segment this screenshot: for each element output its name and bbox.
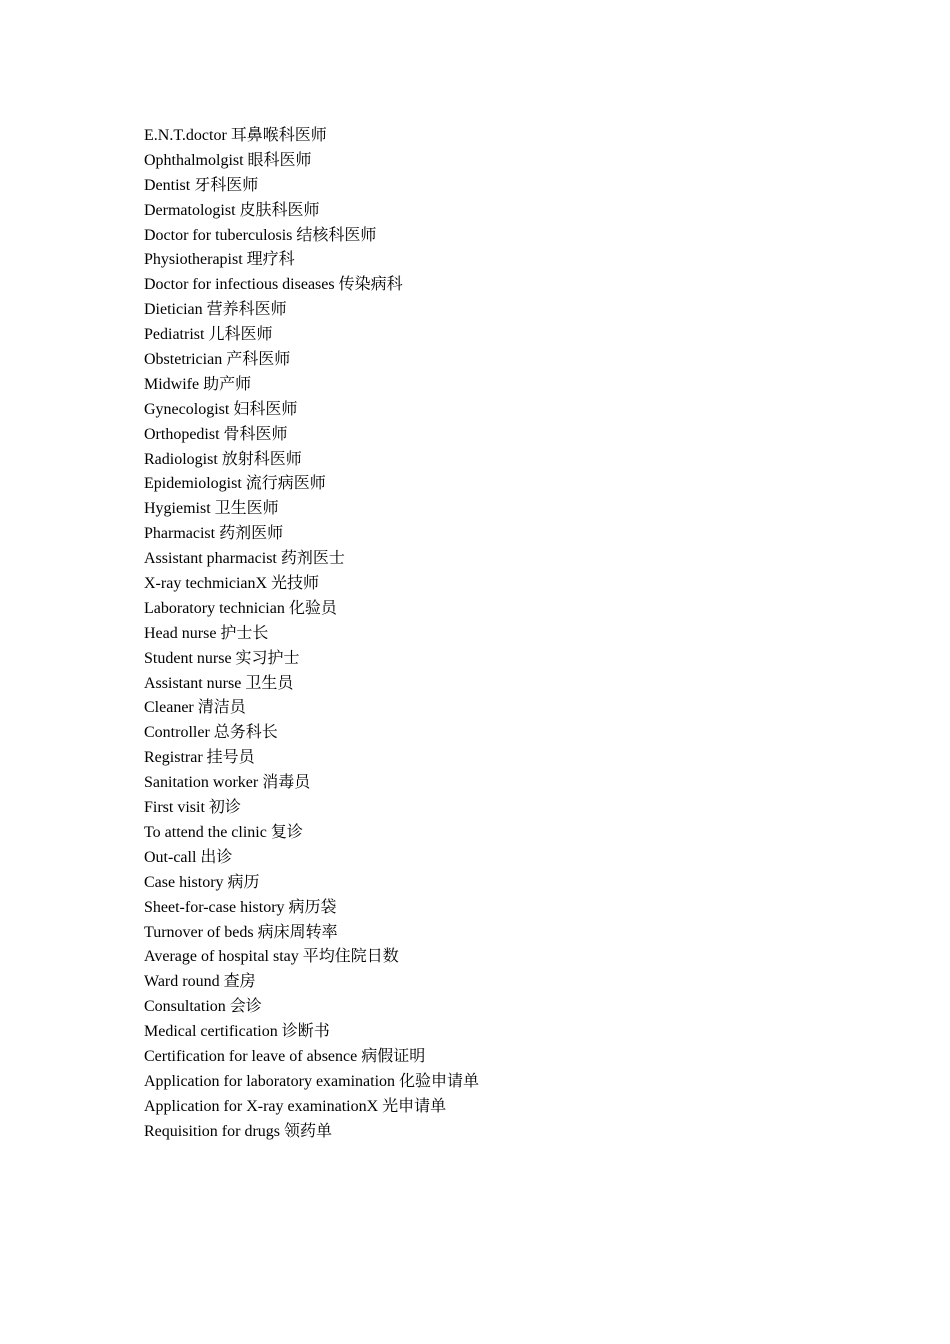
term-line: Dermatologist 皮肤科医师 xyxy=(144,201,320,219)
term-line: Midwife 助产师 xyxy=(144,375,252,393)
term-line: Requisition for drugs 领药单 xyxy=(144,1122,332,1140)
term-line: Orthopedist 骨科医师 xyxy=(144,425,288,443)
term-line: Certification for leave of absence 病假证明 xyxy=(144,1047,426,1065)
term-line: Case history 病历 xyxy=(144,873,260,891)
term-line: Hygiemist 卫生医师 xyxy=(144,500,279,518)
term-line: Out-call 出诊 xyxy=(144,848,233,866)
term-line: Radiologist 放射科医师 xyxy=(144,450,302,468)
term-line: Laboratory technician 化验员 xyxy=(144,599,337,617)
term-line: Cleaner 清洁员 xyxy=(144,699,246,717)
term-line: Epidemiologist 流行病医师 xyxy=(144,475,326,493)
term-line: Application for X-ray examinationX 光申请单 xyxy=(144,1097,447,1115)
term-line: Assistant nurse 卫生员 xyxy=(144,674,294,692)
term-line: Medical certification 诊断书 xyxy=(144,1023,330,1041)
term-line: Ward round 查房 xyxy=(144,973,256,991)
term-line: Pediatrist 儿科医师 xyxy=(144,326,273,344)
term-line: X-ray techmicianX 光技师 xyxy=(144,575,320,593)
term-line: Registrar 挂号员 xyxy=(144,749,255,767)
term-line: Controller 总务科长 xyxy=(144,724,278,742)
term-line: Turnover of beds 病床周转率 xyxy=(144,923,338,941)
term-line: Doctor for tuberculosis 结核科医师 xyxy=(144,226,377,244)
term-list xyxy=(144,124,479,1145)
term-line: Student nurse 实习护士 xyxy=(144,649,300,667)
term-line: First visit 初诊 xyxy=(144,799,241,817)
term-line: Average of hospital stay 平均住院日数 xyxy=(144,948,399,966)
term-line: Consultation 会诊 xyxy=(144,998,262,1016)
term-line: E.N.T.doctor 耳鼻喉科医师 xyxy=(144,127,327,144)
term-line: Ophthalmolgist 眼科医师 xyxy=(144,151,312,169)
term-line: Obstetrician 产科医师 xyxy=(144,351,291,369)
term-line: Gynecologist 妇科医师 xyxy=(144,400,298,418)
term-line: Sheet-for-case history 病历袋 xyxy=(144,898,337,916)
term-line: Physiotherapist 理疗科 xyxy=(144,251,295,269)
term-line: Pharmacist 药剂医师 xyxy=(144,525,284,543)
term-line: Head nurse 护士长 xyxy=(144,624,269,642)
term-line: Assistant pharmacist 药剂医士 xyxy=(144,550,345,568)
term-line: Doctor for infectious diseases 传染病科 xyxy=(144,276,403,294)
term-line: Dentist 牙科医师 xyxy=(144,176,259,194)
term-line: To attend the clinic 复诊 xyxy=(144,823,303,841)
term-line: Dietician 营养科医师 xyxy=(144,301,287,319)
term-line: Sanitation worker 消毒员 xyxy=(144,774,311,792)
term-line: Application for laboratory examination 化验申请单 xyxy=(144,1072,480,1090)
